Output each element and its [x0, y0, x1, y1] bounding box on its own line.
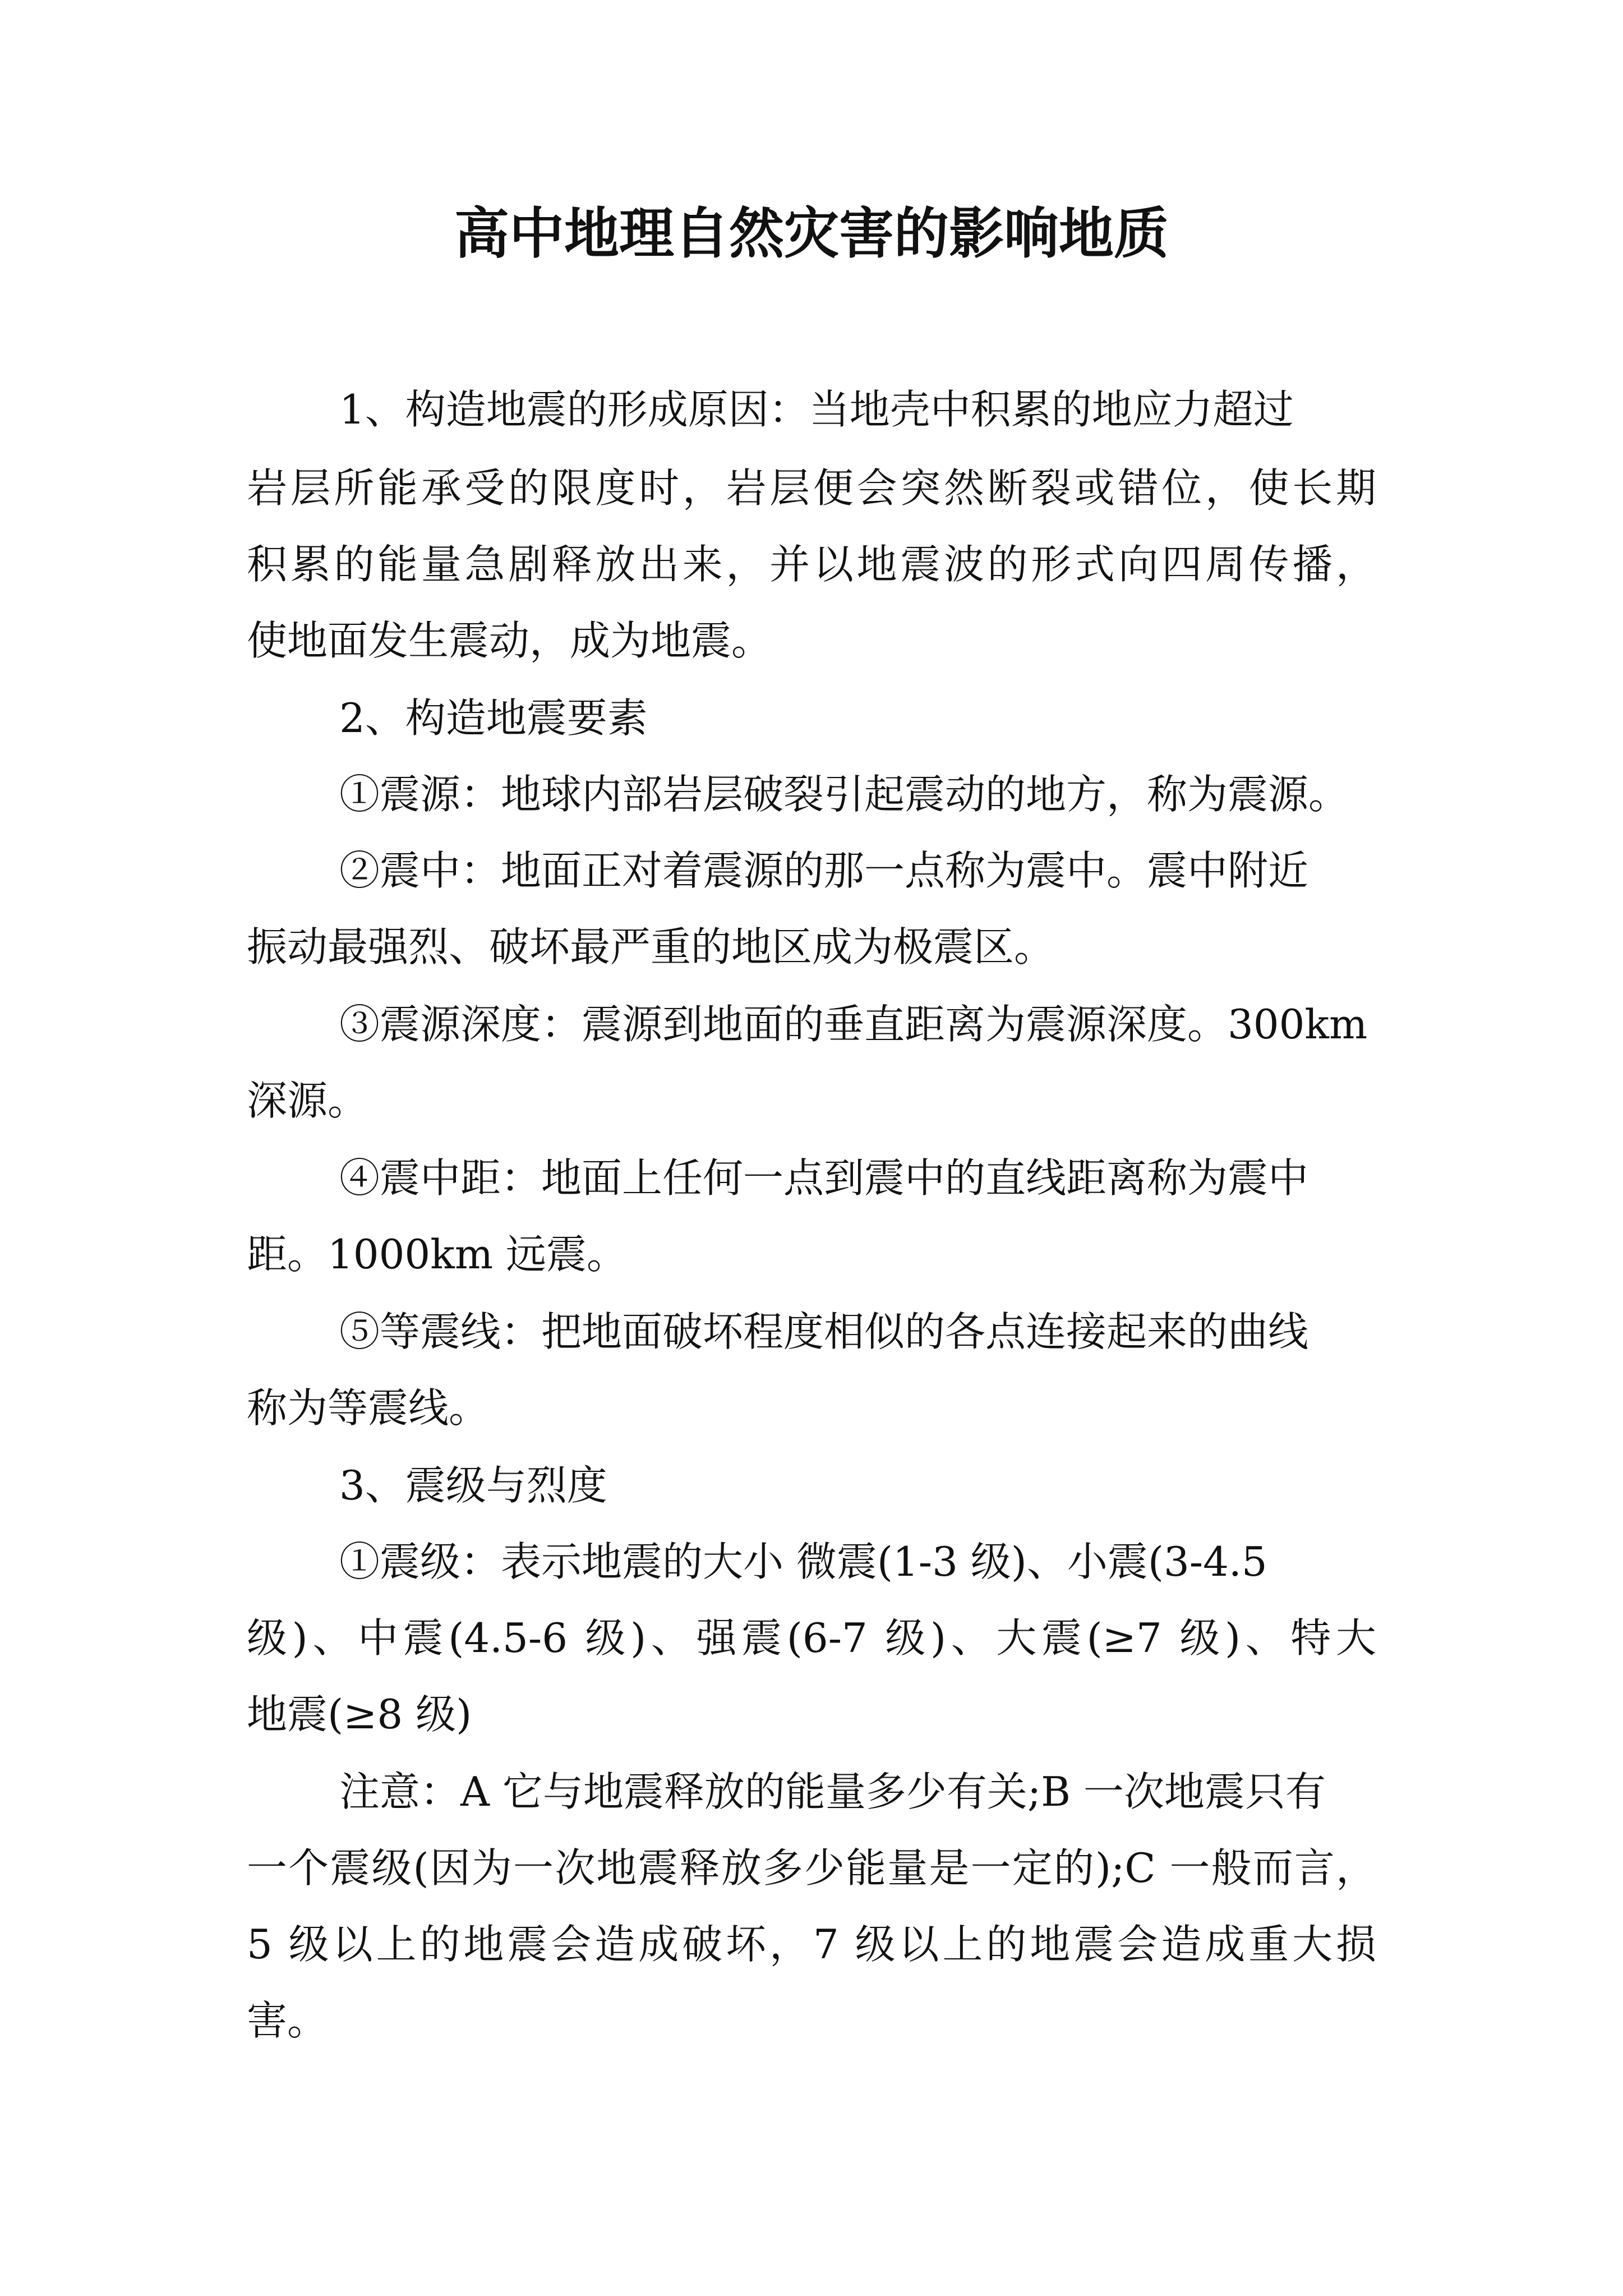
paragraph-line: 积累的能量急剧释放出来，并以地震波的形式向四周传播， — [247, 541, 1376, 588]
paragraph-line: ⑤等震线：把地面破坏程度相似的各点连接起来的曲线 — [339, 1308, 1309, 1355]
paragraph-line: ①震级：表示地震的大小 微震(1-3 级)、小震(3-4.5 — [339, 1538, 1267, 1585]
paragraph-line: ④震中距：地面上任何一点到震中的直线距离称为震中 — [339, 1154, 1309, 1202]
paragraph-line: 深源。 — [247, 1077, 368, 1124]
paragraph-line: ①震源：地球内部岩层破裂引起震动的地方，称为震源。 — [339, 771, 1349, 818]
paragraph-line: ②震中：地面正对着震源的那一点称为震中。震中附近 — [339, 847, 1309, 894]
paragraph-line: 称为等震线。 — [247, 1384, 490, 1432]
section-heading: 2、构造地震要素 — [339, 694, 648, 742]
section-heading: 3、震级与烈度 — [339, 1462, 607, 1509]
document-title: 高中地理自然灾害的影响地质 — [454, 201, 1169, 266]
paragraph-line: 注意：A 它与地震释放的能量多少有关;B 一次地震只有 — [339, 1768, 1326, 1815]
paragraph-line: 地震(≥8 级) — [247, 1691, 472, 1738]
paragraph-line: 级)、中震(4.5-6 级)、强震(6-7 级)、大震(≥7 级)、特大 — [247, 1614, 1376, 1662]
paragraph-line: ③震源深度：震源到地面的垂直距离为震源深度。300km — [339, 1001, 1368, 1048]
paragraph-line: 害。 — [247, 1997, 328, 2044]
paragraph-line: 一个震级(因为一次地震释放多少能量是一定的);C 一般而言， — [247, 1844, 1376, 1892]
paragraph-line: 1、构造地震的形成原因：当地壳中积累的地应力超过 — [339, 386, 1294, 433]
paragraph-line: 距。1000km 远震。 — [247, 1231, 628, 1278]
paragraph-line: 5 级以上的地震会造成破坏，7 级以上的地震会造成重大损 — [247, 1921, 1376, 1968]
paragraph-line: 使地面发生震动，成为地震。 — [247, 617, 772, 664]
paragraph-line: 岩层所能承受的限度时，岩层便会突然断裂或错位，使长期 — [247, 464, 1376, 512]
paragraph-line: 振动最强烈、破坏最严重的地区成为极震区。 — [247, 923, 1055, 970]
